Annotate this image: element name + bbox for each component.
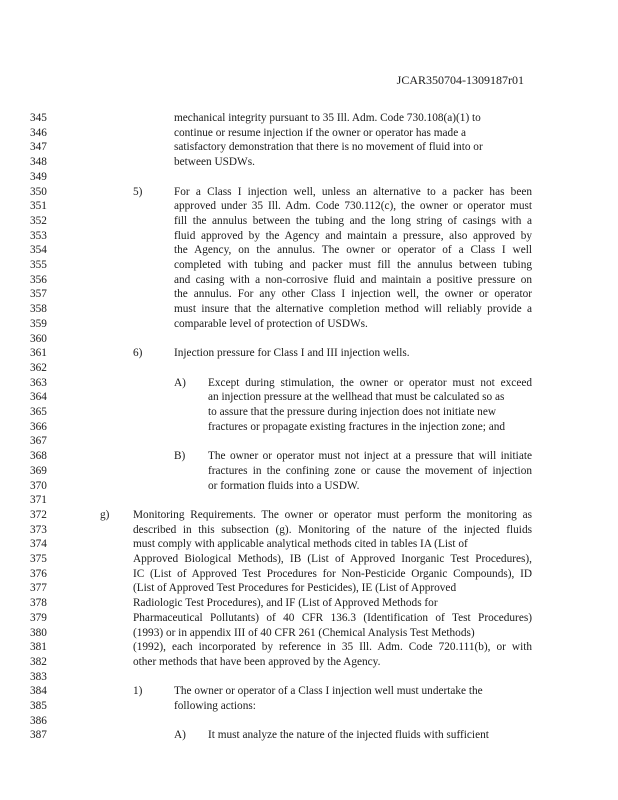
line-number: 357 xyxy=(30,288,47,301)
line-number: 368 xyxy=(30,450,47,463)
line-text: fractures or propagate existing fractures in the injection zone; and xyxy=(208,420,506,433)
document-line xyxy=(0,714,618,728)
document-line xyxy=(0,185,618,199)
line-text: described in this subsection (g). Monitoring of the nature of the injected fluids xyxy=(133,523,532,536)
list-label: g) xyxy=(100,508,110,521)
line-number: 377 xyxy=(30,582,47,595)
line-number: 354 xyxy=(30,244,47,257)
document-line xyxy=(0,243,618,257)
line-number: 347 xyxy=(30,141,47,154)
line-text: The owner or operator must not inject at a pressure that will initiate xyxy=(208,450,532,463)
line-text: Except during stimulation, the owner or operator must not exceed xyxy=(208,376,532,389)
document-line xyxy=(0,258,618,272)
line-number: 373 xyxy=(30,523,47,536)
line-text: between USDWs. xyxy=(174,156,255,169)
line-text: fractures in the confining zone or cause the movement of injection xyxy=(208,464,532,477)
line-number: 379 xyxy=(30,611,47,624)
document-line xyxy=(0,273,618,287)
document-line xyxy=(0,596,618,610)
document-line xyxy=(0,434,618,448)
line-number: 374 xyxy=(30,538,47,551)
line-number: 367 xyxy=(30,435,47,448)
line-number: 360 xyxy=(30,332,47,345)
document-line xyxy=(0,111,618,125)
document-line xyxy=(0,655,618,669)
line-number: 381 xyxy=(30,641,47,654)
line-number: 350 xyxy=(30,185,47,198)
line-text: Pharmaceutical Pollutants) of 40 CFR 136.3 (Identification of Test Procedures) xyxy=(133,611,532,624)
line-text: an injection pressure at the wellhead that must be calculated so as xyxy=(208,391,505,404)
list-label: 6) xyxy=(133,347,143,360)
line-text: IC (List of Approved Test Procedures for Non-Pesticide Organic Compounds), ID xyxy=(133,567,532,580)
line-text: fill the annulus between the tubing and the long string of casings with a xyxy=(174,214,532,227)
document-line xyxy=(0,508,618,522)
line-number: 380 xyxy=(30,626,47,639)
document-line xyxy=(0,376,618,390)
line-text: Approved Biological Methods), IB (List of Approved Inorganic Test Procedures), xyxy=(133,553,532,565)
line-number: 371 xyxy=(30,494,47,507)
document-line xyxy=(0,332,618,346)
line-number: 366 xyxy=(30,420,47,433)
line-text: fluid approved by the Agency and maintain a pressure, also approved by xyxy=(174,229,532,242)
document-line xyxy=(0,287,618,301)
document-line xyxy=(0,493,618,507)
line-number: 361 xyxy=(30,347,47,360)
line-text: Radiologic Test Procedures), and IF (List of Approved Methods for xyxy=(133,597,438,610)
document-line xyxy=(0,537,618,551)
line-number: 356 xyxy=(30,273,47,286)
document-line xyxy=(0,626,618,640)
document-line xyxy=(0,155,618,169)
line-number: 378 xyxy=(30,597,47,610)
line-text: completed with tubing and packer must fill the annulus between tubing xyxy=(174,259,532,271)
line-text: mechanical integrity pursuant to 35 Ill. Adm. Code 730.108(a)(1) to xyxy=(174,112,481,124)
line-text: following actions: xyxy=(174,700,256,712)
line-text: continue or resume injection if the owner or operator has made a xyxy=(174,126,467,139)
document-line xyxy=(0,684,618,698)
document-line xyxy=(0,728,618,742)
list-label: 5) xyxy=(133,185,143,198)
line-text: must insure that the alternative completion method will reliably provide a xyxy=(174,303,532,316)
line-text: comparable level of protection of USDWs. xyxy=(174,317,368,330)
line-number: 385 xyxy=(30,700,47,712)
line-number: 382 xyxy=(30,655,47,668)
document-line xyxy=(0,523,618,537)
line-text: the Agency, on the annulus. The owner or operator of a Class I well xyxy=(174,244,532,257)
document-line xyxy=(0,567,618,581)
document-line xyxy=(0,317,618,331)
document-line xyxy=(0,640,618,654)
line-text: must comply with applicable analytical methods cited in tables IA (List of xyxy=(133,538,468,551)
list-label: B) xyxy=(174,450,186,463)
document-line xyxy=(0,552,618,566)
line-number: 358 xyxy=(30,303,47,316)
list-label: A) xyxy=(174,729,186,742)
list-label: A) xyxy=(174,376,186,389)
document-line xyxy=(0,361,618,375)
document-line xyxy=(0,126,618,140)
document-line xyxy=(0,214,618,228)
document-line xyxy=(0,346,618,360)
line-number: 349 xyxy=(30,170,47,183)
line-number: 383 xyxy=(30,670,47,683)
line-number: 345 xyxy=(30,112,47,124)
line-text: other methods that have been approved by the Agency. xyxy=(133,655,381,668)
document-line xyxy=(0,670,618,684)
document-line xyxy=(0,170,618,184)
document-line xyxy=(0,611,618,625)
line-number: 386 xyxy=(30,714,47,727)
line-number: 375 xyxy=(30,553,47,565)
document-line xyxy=(0,449,618,463)
line-text: The owner or operator of a Class I injection well must undertake the xyxy=(174,685,483,698)
line-text: (1993) or in appendix III of 40 CFR 261 (Chemical Analysis Test Methods) xyxy=(133,626,475,639)
list-label: 1) xyxy=(133,685,143,698)
line-number: 376 xyxy=(30,567,47,580)
document-line xyxy=(0,390,618,404)
line-text: the annulus. For any other Class I injection well, the owner or operator xyxy=(174,288,532,301)
line-text: (1992), each incorporated by reference in 35 Ill. Adm. Code 720.111(b), or with xyxy=(133,641,532,654)
line-text: Monitoring Requirements. The owner or operator must perform the monitoring as xyxy=(133,508,532,521)
line-number: 353 xyxy=(30,229,47,242)
line-number: 365 xyxy=(30,406,47,418)
line-number: 369 xyxy=(30,464,47,477)
document-id-header: JCAR350704-1309187r01 xyxy=(396,73,524,87)
document-line xyxy=(0,420,618,434)
line-number: 359 xyxy=(30,317,47,330)
line-text: Injection pressure for Class I and III injection wells. xyxy=(174,347,410,360)
line-text: to assure that the pressure during injection does not initiate new xyxy=(208,406,496,418)
document-line xyxy=(0,405,618,419)
line-number: 372 xyxy=(30,508,47,521)
line-number: 352 xyxy=(30,214,47,227)
line-text: For a Class I injection well, unless an alternative to a packer has been xyxy=(174,185,532,198)
document-line xyxy=(0,581,618,595)
line-number: 362 xyxy=(30,361,47,374)
line-text: satisfactory demonstration that there is no movement of fluid into or xyxy=(174,141,483,154)
document-line xyxy=(0,199,618,213)
line-number: 346 xyxy=(30,126,47,139)
line-number: 384 xyxy=(30,685,47,698)
line-text: (List of Approved Test Procedures for Pesticides), IE (List of Approved xyxy=(133,582,457,595)
document-line xyxy=(0,479,618,493)
line-text: approved under 35 Ill. Adm. Code 730.112(c), the owner or operator must xyxy=(174,200,532,213)
line-number: 348 xyxy=(30,156,47,169)
line-text: or formation fluids into a USDW. xyxy=(208,479,360,492)
line-number: 363 xyxy=(30,376,47,389)
line-text: and casing with a non-corrosive fluid and maintain a positive pressure on xyxy=(174,273,532,286)
line-number: 364 xyxy=(30,391,47,404)
document-line xyxy=(0,302,618,316)
document-line xyxy=(0,229,618,243)
line-number: 387 xyxy=(30,729,47,742)
line-text: It must analyze the nature of the injected fluids with sufficient xyxy=(208,729,489,742)
document-line xyxy=(0,140,618,154)
document-line xyxy=(0,464,618,478)
line-number: 355 xyxy=(30,259,47,271)
document-line xyxy=(0,699,618,713)
line-number: 351 xyxy=(30,200,47,213)
line-number: 370 xyxy=(30,479,47,492)
